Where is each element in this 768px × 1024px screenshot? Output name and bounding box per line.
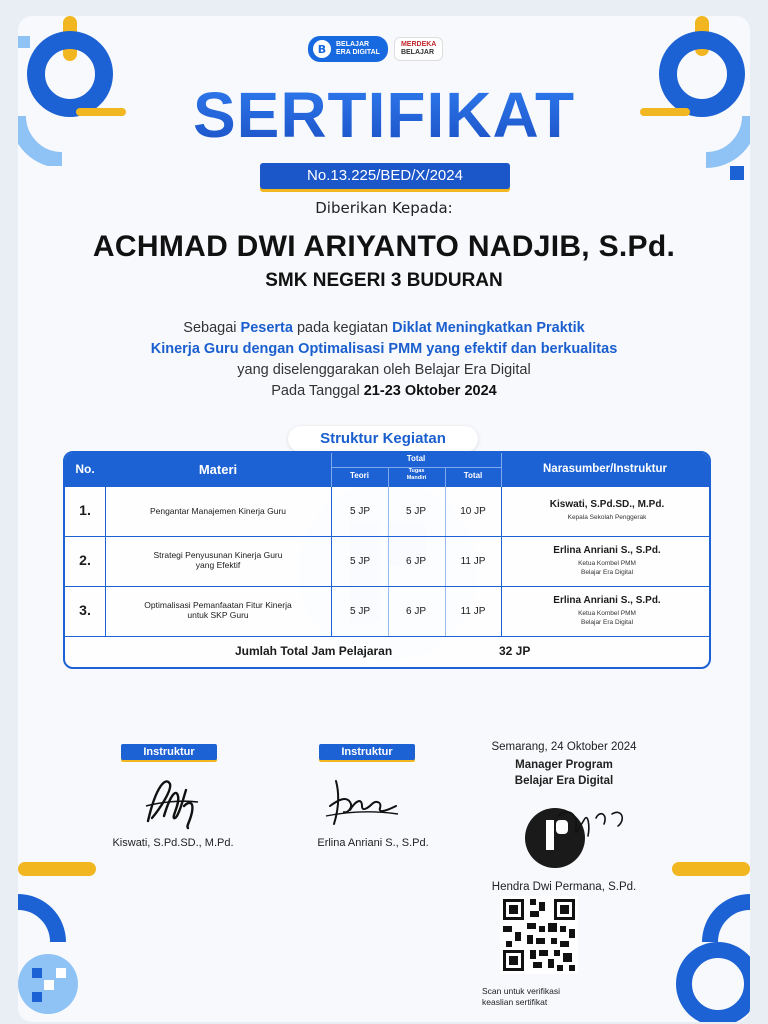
header-no: No. [75, 462, 95, 476]
row-materi-line2: yang Efektif [195, 560, 241, 570]
header-total-group: Total [406, 454, 426, 463]
row-teori: 5 JP [349, 506, 370, 517]
row-number: 2. [79, 552, 91, 568]
row-role-line1: Ketua Kombel PMM [578, 610, 636, 617]
certificate-title [18, 80, 750, 150]
total-value: 32 JP [499, 644, 531, 658]
total-row [65, 637, 709, 667]
row-role-line1: Ketua Kombel PMM [578, 560, 636, 567]
row-materi-line2: untuk SKP Guru [187, 610, 249, 620]
header-teori: Teori [350, 471, 369, 480]
scan-instruction [464, 986, 614, 1008]
given-to-label: Diberikan Kepada: [315, 199, 453, 217]
header-narasumber: Narasumber/Instruktur [543, 463, 667, 475]
row-materi-line1: Strategi Penyusunan Kinerja Guru [153, 550, 283, 560]
row-instructor: Erlina Anriani S., S.Pd. [553, 545, 661, 556]
logo-merdeka-line2: BELAJAR [400, 49, 435, 56]
header-tugas-line2: Mandiri [406, 475, 427, 481]
event-title-line1: Diklat Meningkatkan Praktik [392, 320, 585, 336]
manager-line2: Belajar Era Digital [514, 775, 614, 787]
row-instructor-role [505, 559, 709, 577]
event-date: 21-23 Oktober 2024 [363, 383, 497, 399]
row-instructor-role [505, 609, 709, 627]
corner-decoration-bottom-left [18, 862, 128, 1022]
header-materi: Materi [198, 462, 238, 477]
row-materi-line1: Pengantar Manajemen Kinerja Guru [149, 506, 287, 516]
scan-line1: Scan untuk verifikasi [482, 986, 560, 996]
certificate-title-text: SERTIFIKAT [192, 79, 576, 151]
instructor-tag-1: Instruktur [121, 744, 217, 760]
certificate-page [18, 16, 750, 1022]
recipient-name: ACHMAD DWI ARIYANTO NADJIB, S.Pd. [92, 230, 676, 263]
organization-stamp-and-signature [518, 796, 648, 876]
row-tugas: 5 JP [405, 506, 426, 517]
row-role-line2: Belajar Era Digital [580, 619, 634, 626]
signature-erlina [316, 766, 406, 836]
header-tugas-line1: Tugas [408, 468, 425, 474]
total-label: Jumlah Total Jam Pelajaran [235, 644, 393, 658]
row-tugas: 6 JP [405, 556, 426, 567]
structure-table [63, 451, 711, 669]
header-logos [308, 36, 443, 62]
row-tugas: 6 JP [405, 606, 426, 617]
row-instructor: Kiswati, S.Pd.SD., M.Pd. [549, 499, 665, 510]
logo-belajar-line2: ERA DIGITAL [336, 49, 380, 56]
row-teori: 5 JP [349, 606, 370, 617]
bed-logo-icon: B [313, 40, 331, 58]
row-instructor: Erlina Anriani S., S.Pd. [553, 595, 661, 606]
belajar-era-digital-logo [308, 36, 388, 62]
recipient-school: SMK NEGERI 3 BUDURAN [265, 270, 503, 291]
logo-belajar-line1: BELAJAR [336, 41, 370, 48]
row-number: 1. [79, 502, 91, 518]
signer-name-3: Hendra Dwi Permana, S.Pd. [491, 881, 637, 893]
signer-name-2: Erlina Anriani S., S.Pd. [317, 837, 429, 849]
row-instructor-role [505, 513, 709, 522]
verification-qr-code[interactable] [500, 896, 578, 974]
event-title-line2: Kinerja Guru dengan Optimalisasi PMM yang efektif dan berkualitas [150, 341, 618, 357]
signature-kiswati [136, 766, 216, 836]
organizer-text: yang diselenggarakan oleh Belajar Era Digital [237, 362, 531, 378]
row-materi [105, 506, 331, 516]
row-materi-line1: Optimalisasi Pemanfaatan Fitur Kinerja [144, 600, 292, 610]
row-materi [105, 600, 331, 620]
merdeka-belajar-logo [394, 37, 443, 61]
row-teori: 5 JP [349, 556, 370, 567]
signer-name-1: Kiswati, S.Pd.SD., M.Pd. [112, 837, 234, 849]
row-role-line2: Belajar Era Digital [580, 569, 634, 576]
row-materi [105, 550, 331, 570]
structure-label: Struktur Kegiatan [288, 426, 478, 452]
scan-line2: keaslian sertifikat [482, 997, 548, 1007]
header-total: Total [463, 471, 483, 480]
place-date: Semarang, 24 Oktober 2024 [491, 741, 637, 753]
table-row [65, 537, 709, 587]
manager-line1: Manager Program [515, 759, 613, 771]
row-role-line1: Kepala Sekolah Penggerak [567, 514, 647, 521]
manager-title [464, 757, 664, 789]
instructor-tag-2: Instruktur [319, 744, 415, 760]
logo-merdeka-line1: MERDEKA [400, 41, 437, 48]
desc-word-1: Sebagai [183, 320, 237, 336]
certificate-number: No.13.225/BED/X/2024 [260, 163, 510, 189]
date-prefix: Pada Tanggal [271, 383, 360, 399]
row-total: 11 JP [460, 556, 486, 567]
row-number: 3. [79, 602, 91, 618]
row-total: 11 JP [460, 606, 486, 617]
table-row [65, 587, 709, 637]
certificate-description [18, 318, 750, 402]
table-row [65, 487, 709, 537]
participant-role: Peserta [240, 320, 293, 336]
desc-word-2: pada kegiatan [296, 320, 389, 336]
row-total: 10 JP [460, 506, 486, 517]
